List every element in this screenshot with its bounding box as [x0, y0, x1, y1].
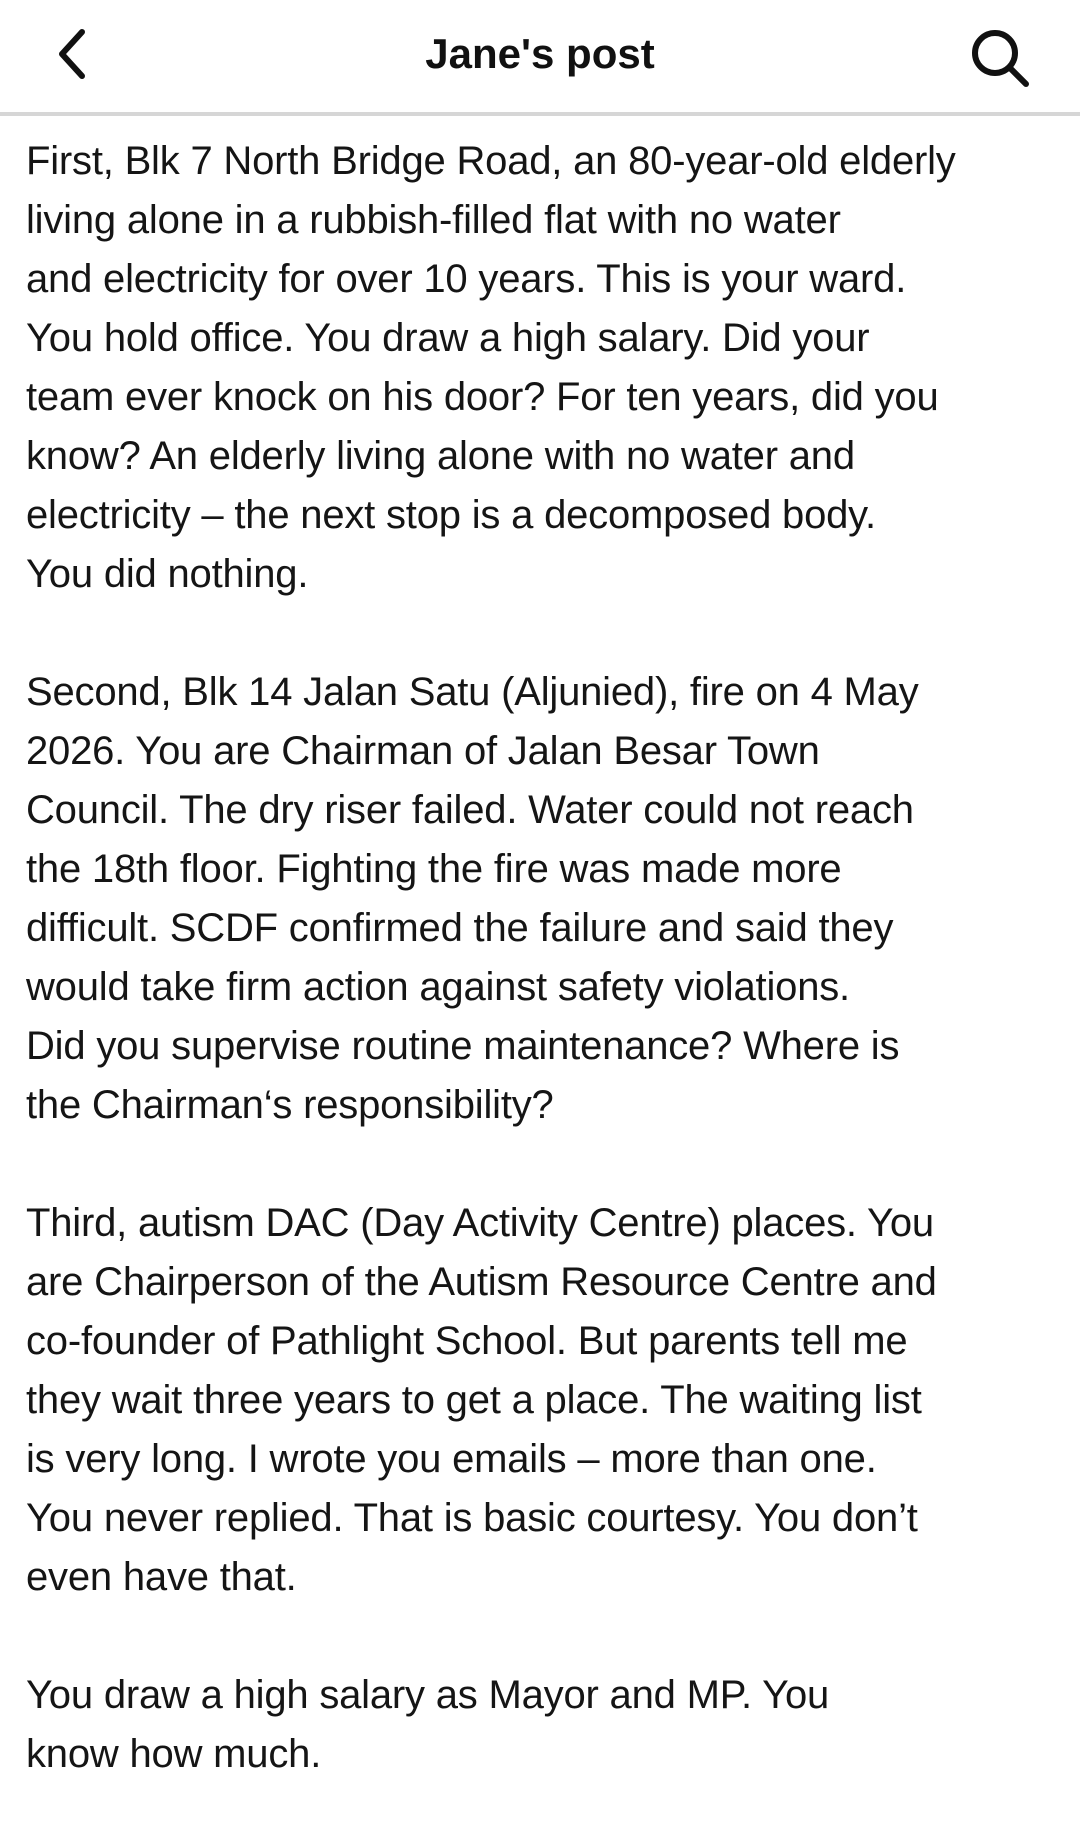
- post-paragraph-1: First, Blk 7 North Bridge Road, an 80-year-old elderly living alone in a rubbish-filled flat with no water and electricity for over 10 years. This is your ward. You hold office. You draw a high salary. Did your team ever knock on his door? For ten years, did you know? An elderly living alone with no water and electricity – the next stop is a decomposed body. You did nothing.: [26, 139, 956, 596]
- top-app-bar: [0, 0, 1080, 116]
- post-body: [26, 132, 1066, 1843]
- post-paragraph-2: Second, Blk 14 Jalan Satu (Aljunied), fire on 4 May 2026. You are Chairman of Jalan Besar Town Council. The dry riser failed. Water could not reach the 18th floor. Fighting the fire was made more difficult. SCDF confirmed the failure and said they would take firm action against safety violations. Did you supervise routine maintenance? Where is the Chairman‘s responsibility?: [26, 670, 919, 1127]
- post-paragraph-4: You draw a high salary as Mayor and MP. You know how much.: [26, 1673, 830, 1776]
- post-paragraph-3: Third, autism DAC (Day Activity Centre) places. You are Chairperson of the Autism Resource Centre and co-founder of Pathlight School. But parents tell me they wait three years to get a place. The waiting list is very long. I wrote you emails – more than one. You never replied. That is basic courtesy. You don’t even have that.: [26, 1201, 937, 1599]
- page-title: Jane's post: [425, 30, 655, 77]
- search-icon: [968, 26, 1032, 90]
- search-button[interactable]: [964, 22, 1036, 94]
